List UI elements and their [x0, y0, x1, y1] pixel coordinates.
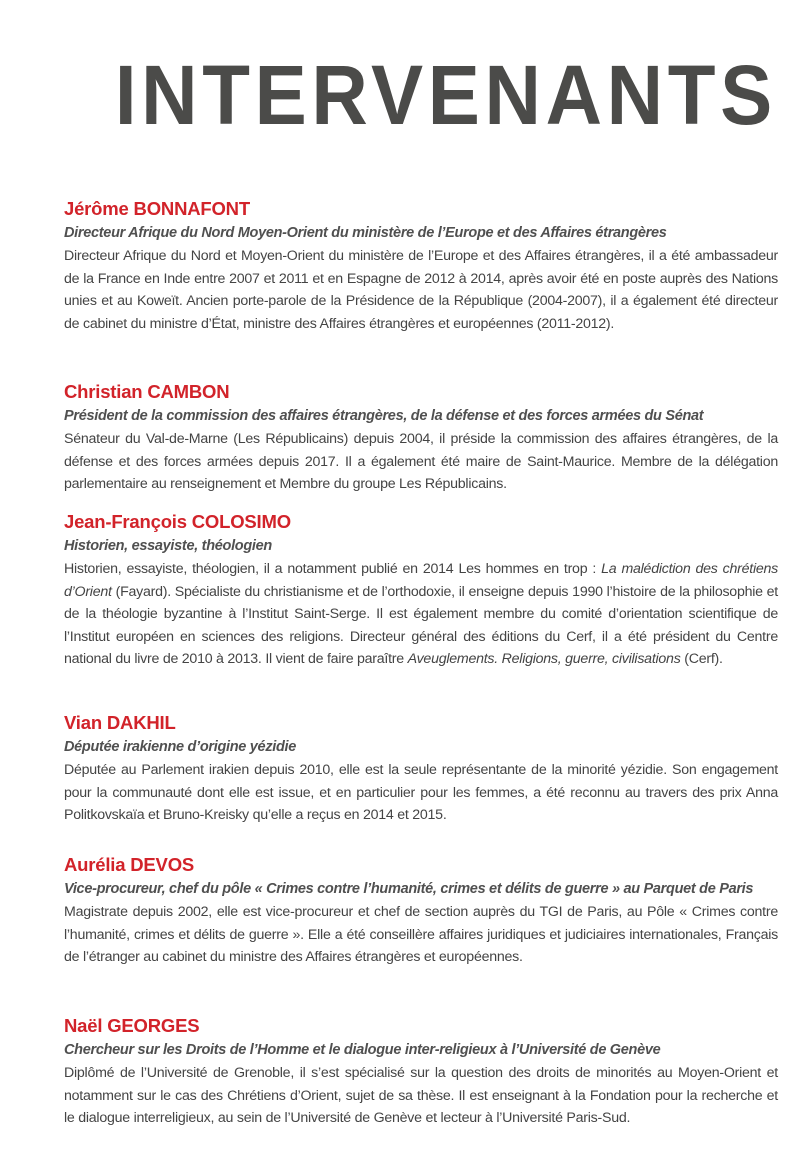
- speaker-bio: [64, 558, 778, 671]
- speaker-bio: Magistrate depuis 2002, elle est vice-procureur et chef de section auprès du TGI de Paris, au Pôle « Crimes contre l’humanité, crimes et délits de guerre ». Elle a été conseillère affaires juridiques et judiciaires internationales, Français de l’étranger au cabinet du ministre des Affaires étrangères et européennes.: [64, 904, 778, 966]
- speaker-name: Naël GEORGES: [64, 1015, 200, 1036]
- speaker-section: [64, 1014, 778, 1130]
- bio-text: (Cerf).: [680, 651, 723, 668]
- bio-text: (Fayard). Spécialiste du christianisme et de l’orthodoxie, il enseigne depuis 1990 l’histoire de la philosophie et de la théologie byzantine à l’Institut Saint-Serge. Il est également membre du comité d’orientation scientifique de l’Institut européen en sciences des religions. Directeur général des éditions du Cerf, il a été président du Centre national du livre de 2010 à 2013. Il vient de faire paraître: [64, 583, 778, 668]
- speaker-role: Directeur Afrique du Nord Moyen-Orient du ministère de l’Europe et des Affaires étrangères: [64, 225, 667, 241]
- speaker-role: Président de la commission des affaires étrangères, de la défense et des forces armées du Sénat: [64, 408, 704, 424]
- speaker-section: [64, 711, 778, 827]
- speaker-role: Chercheur sur les Droits de l’Homme et le dialogue inter-religieux à l’Université de Genève: [64, 1042, 661, 1058]
- speaker-bio: Directeur Afrique du Nord et Moyen-Orient du ministère de l’Europe et des Affaires étrangères, il a été ambassadeur de la France en Inde entre 2007 et 2011 et en Espagne de 2012 à 2014, après avoir été en poste auprès des Nations unies et au Koweït. Ancien porte-parole de la Présidence de la République (2004-2007), il a également été directeur de cabinet du ministre d’État, ministre des Affaires étrangères et européennes (2011-2012).: [64, 248, 778, 332]
- speaker-section: [64, 197, 778, 335]
- speaker-name: Vian DAKHIL: [64, 712, 176, 733]
- speaker-name: Aurélia DEVOS: [64, 854, 195, 875]
- page-title: INTERVENANTS: [114, 48, 777, 142]
- speaker-section: [64, 853, 778, 969]
- speaker-name: Christian CAMBON: [64, 381, 230, 402]
- book-title: La malédiction des chrétiens d’Orient: [64, 561, 778, 600]
- speaker-name: Jean-François COLOSIMO: [64, 511, 291, 532]
- speaker-bio: Députée au Parlement irakien depuis 2010, elle est la seule représentante de la minorité yézidie. Son engagement pour la communauté dont elle est issue, et en particulier pour les femmes, a été reconnu au travers des prix Anna Politkovskaïa et Bruno-Kreisky qu’elle a reçus en 2014 et 2015.: [64, 762, 778, 824]
- speaker-bio: Sénateur du Val-de-Marne (Les Républicains) depuis 2004, il préside la commission des affaires étrangères, de la défense et des forces armées depuis 2017. Il a également été maire de Saint-Maurice. Membre de la délégation parlementaire au renseignement et Membre du groupe Les Républicains.: [64, 431, 778, 493]
- speaker-role: Vice-procureur, chef du pôle « Crimes contre l’humanité, crimes et délits de guerre » au Parquet de Paris: [64, 881, 754, 897]
- book-title: Aveuglements. Religions, guerre, civilisations: [407, 651, 681, 668]
- speaker-role: Députée irakienne d’origine yézidie: [64, 739, 297, 755]
- speaker-bio: Diplômé de l’Université de Grenoble, il s’est spécialisé sur la question des droits de minorités au Moyen-Orient et notamment sur le cas des Chrétiens d’Orient, sujet de sa thèse. Il est enseignant à la Fondation pour la recherche et le dialogue interreligieux, au sein de l’Université de Genève et lecteur à l’Université Paris-Sud.: [64, 1065, 778, 1127]
- speaker-section: [64, 510, 778, 671]
- speaker-section: [64, 380, 778, 496]
- bio-text: Historien, essayiste, théologien, il a notamment publié en 2014 Les hommes en trop :: [64, 561, 602, 577]
- speaker-role: Historien, essayiste, théologien: [64, 538, 272, 554]
- speaker-name: Jérôme BONNAFONT: [64, 198, 250, 219]
